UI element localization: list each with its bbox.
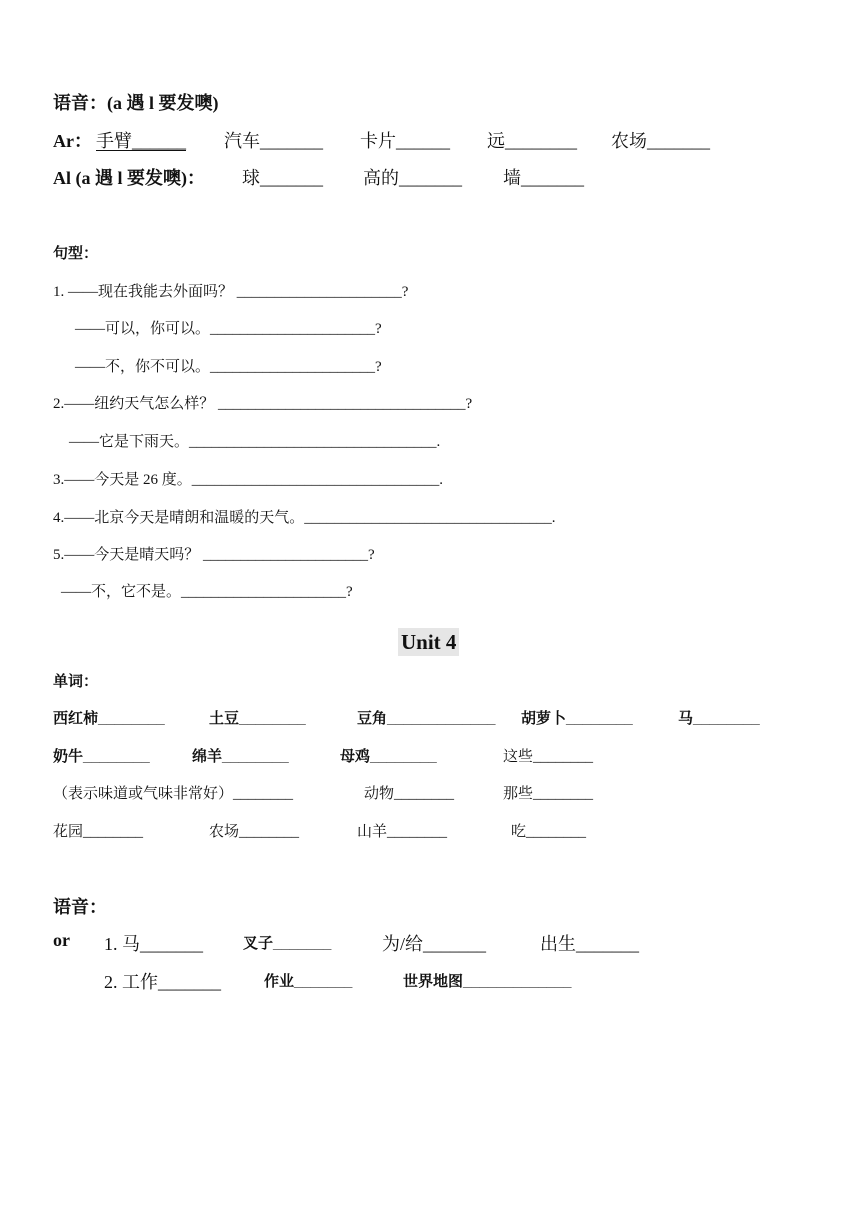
- vocab-item: 农场________: [209, 824, 300, 840]
- sentence-line: 3.——今天是 26 度。_________________________________.: [53, 472, 444, 488]
- vocab-item: 花园________: [53, 824, 144, 840]
- vocab-item: 绵羊________: [192, 748, 289, 765]
- phonics-word: 为/给_______: [382, 934, 487, 954]
- vocab-item: 那些________: [503, 786, 594, 802]
- vocab-item: 豆角_____________: [357, 710, 496, 727]
- ar-label: Ar：: [53, 131, 92, 151]
- ar-word-1: 手臂______: [96, 131, 186, 151]
- vocab-item: （表示味道或气味非常好）________: [53, 786, 294, 802]
- ar-word-4: 远________: [487, 131, 577, 151]
- al-word-3: 墙_______: [503, 168, 584, 188]
- phonics-word: 1. 马_______: [104, 934, 203, 954]
- vocab-item: 吃________: [511, 824, 587, 840]
- phonics-word: 世界地图_____________: [403, 973, 572, 990]
- vocab-item: 马________: [678, 710, 760, 727]
- vocab-item: 西红柿________: [53, 710, 165, 727]
- vocab-item: 动物________: [364, 786, 455, 802]
- phonics-word: 出生_______: [540, 934, 639, 954]
- al-word-1: 球_______: [242, 168, 323, 188]
- phonics-word: 叉子_______: [243, 935, 332, 952]
- unit-title: Unit 4: [398, 628, 459, 656]
- vocab-item: 奶牛________: [53, 748, 150, 765]
- sentence-line: ——不，它不是。______________________?: [61, 584, 353, 600]
- al-word-2: 高的_______: [363, 168, 462, 188]
- vocab-item: 这些________: [503, 749, 594, 765]
- vocab-item: 胡萝卜________: [521, 710, 633, 727]
- sentence-line: ——它是下雨天。_________________________________.: [69, 434, 441, 450]
- ar-word-2: 汽车_______: [224, 131, 323, 151]
- sentence-line: 4.——北京今天是晴朗和温暖的天气。_________________________________.: [53, 510, 556, 526]
- phonics-word: 作业_______: [264, 973, 353, 990]
- phonics2-heading: 语音：: [53, 897, 107, 917]
- vocab-item: 母鸡________: [340, 748, 437, 765]
- sentence-line: 2.——纽约天气怎么样？ _________________________________?: [53, 396, 473, 412]
- ar-word-5: 农场_______: [611, 131, 710, 151]
- vocab-item: 山羊________: [357, 824, 448, 840]
- sentence-line: 1. ——现在我能去外面吗？ ______________________?: [53, 284, 409, 300]
- or-label: or: [53, 930, 70, 950]
- sentence-line: 5.——今天是晴天吗？ ______________________?: [53, 547, 375, 563]
- ar-word-3: 卡片______: [360, 131, 450, 151]
- sentence-line: ——可以，你可以。______________________?: [75, 321, 382, 337]
- al-label: Al (a 遇 l 要发噢)：: [53, 168, 205, 188]
- words-heading: 单词：: [53, 674, 99, 690]
- sentences-heading: 句型：: [53, 246, 99, 262]
- sentence-line: ——不，你不可以。______________________?: [75, 359, 382, 375]
- phonics-heading: 语音：(a 遇 l 要发噢): [53, 93, 219, 113]
- vocab-item: 土豆________: [209, 710, 306, 727]
- phonics-word: 2. 工作_______: [104, 972, 221, 992]
